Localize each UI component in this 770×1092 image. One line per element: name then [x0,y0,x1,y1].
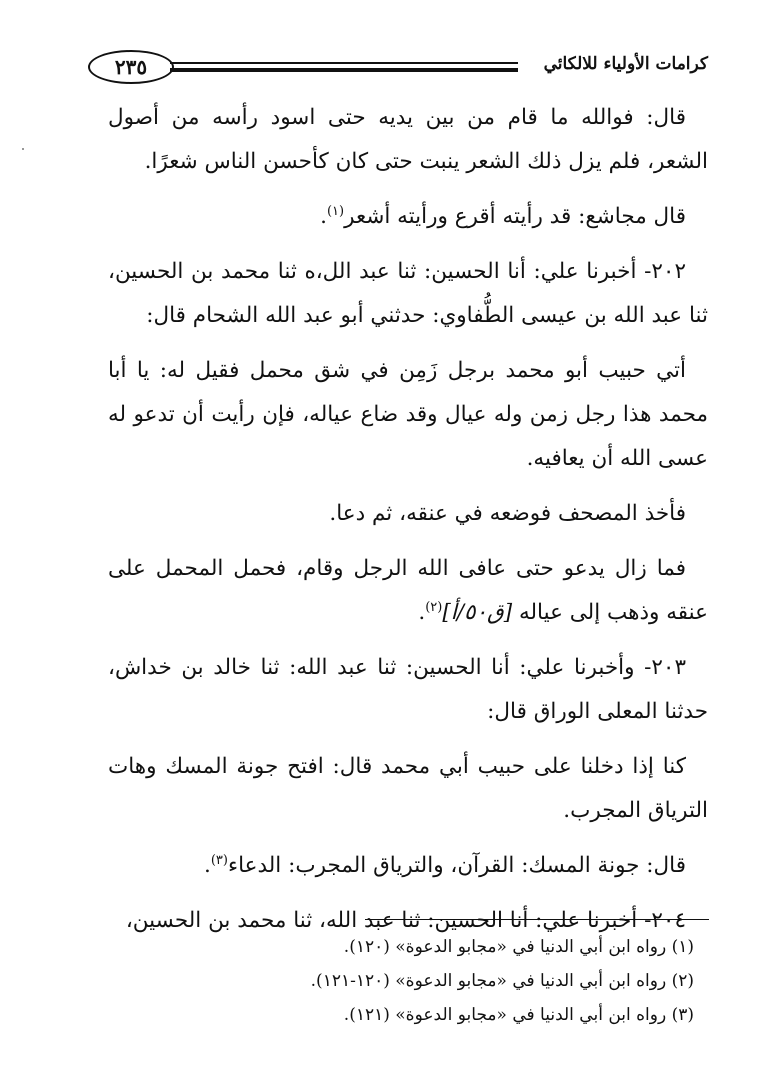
header-rule [170,62,518,64]
footnote-marker: (٣) [210,852,228,868]
main-text [108,96,708,954]
footnotes [94,930,694,1032]
footnote: (١) رواه ابن أبي الدنيا في «مجابو الدعوة» (١٢٠). [343,937,694,957]
paragraph: فما زال يدعو حتى عافى الله الرجل وقام، فحمل المحمل على عنقه وذهب إلى عياله [ق٥٠/أ]$^{(٢)}$. [108,556,708,625]
paragraph-text: ٢٠٢- أخبرنا علي: أنا الحسين: ثنا عبد الل،ه ثنا محمد بن الحسين، ثنا عبد الله بن عيسى الطُّفاوي: حدثني أبو عبد الله الشحام قال: [108,259,708,328]
page-number [88,50,174,84]
footnote-marker: (٢) [425,599,443,615]
page-header [88,46,708,90]
footnote-separator [365,919,709,920]
running-title: كرامات الأولياء للالكائي [543,54,708,74]
page-number-text: ٢٣٥ [114,55,148,79]
paragraph-text: قال: جونة المسك: القرآن، والترياق المجرب: الدعاء [227,853,686,878]
footnote: (٣) رواه ابن أبي الدنيا في «مجابو الدعوة» (١٢١). [343,1005,694,1025]
paragraph-text: قال مجاشع: قد رأيته أقرع ورأيته أشعر [344,204,686,229]
paragraph-text: فأخذ المصحف فوضعه في عنقه، ثم دعا. [329,501,686,526]
paragraph [108,96,708,184]
paragraph-text: فما زال يدعو حتى عافى الله الرجل وقام، فحمل المحمل على عنقه وذهب إلى عياله [108,556,708,625]
paragraph [108,745,708,833]
paragraph-text: كنا إذا دخلنا على حبيب أبي محمد قال: افتح جونة المسك وهات الترياق المجرب. [108,754,708,823]
hadith-203-heading [108,646,708,734]
header-rule-thick [170,68,518,72]
paragraph-text: أتي حبيب أبو محمد برجل زَمِن في شق محمل فقيل له: يا أبا محمد هذا رجل زمن وله عيال وقد ضاع عياله، فإن رأيت أن تدعو له عسى الله أن يعافيه. [108,358,708,471]
paragraph-text: ٢٠٣- وأخبرنا علي: أنا الحسين: ثنا عبد الله: ثنا خالد بن خداش، حدثنا المعلى الوراق قال: [108,655,708,724]
scan-speck [22,148,24,150]
hadith-202-heading [108,250,708,338]
paragraph: قال: جونة المسك: القرآن، والترياق المجرب: الدعاء$^{(٣)}$. [203,852,686,878]
paragraph [108,492,708,536]
paragraph-text: قال: فوالله ما قام من بين يديه حتى اسود رأسه من أصول الشعر، فلم يزل ذلك الشعر ينبت حتى كان كأحسن الناس شعرًا. [108,105,708,174]
footnote: (٢) رواه ابن أبي الدنيا في «مجابو الدعوة» (١٢٠-١٢١). [310,971,694,991]
paragraph [108,349,708,481]
footnote-marker: (١) [326,203,345,219]
manuscript-folio-ref: [ق٥٠/أ] [442,600,513,625]
paragraph-text: ٢٠٤- أخبرنا علي: أنا الحسين: ثنا عبد الله، ثنا محمد بن الحسين، [125,908,686,933]
paragraph: قال مجاشع: قد رأيته أقرع ورأيته أشعر$^{(١)}$. [320,203,686,229]
